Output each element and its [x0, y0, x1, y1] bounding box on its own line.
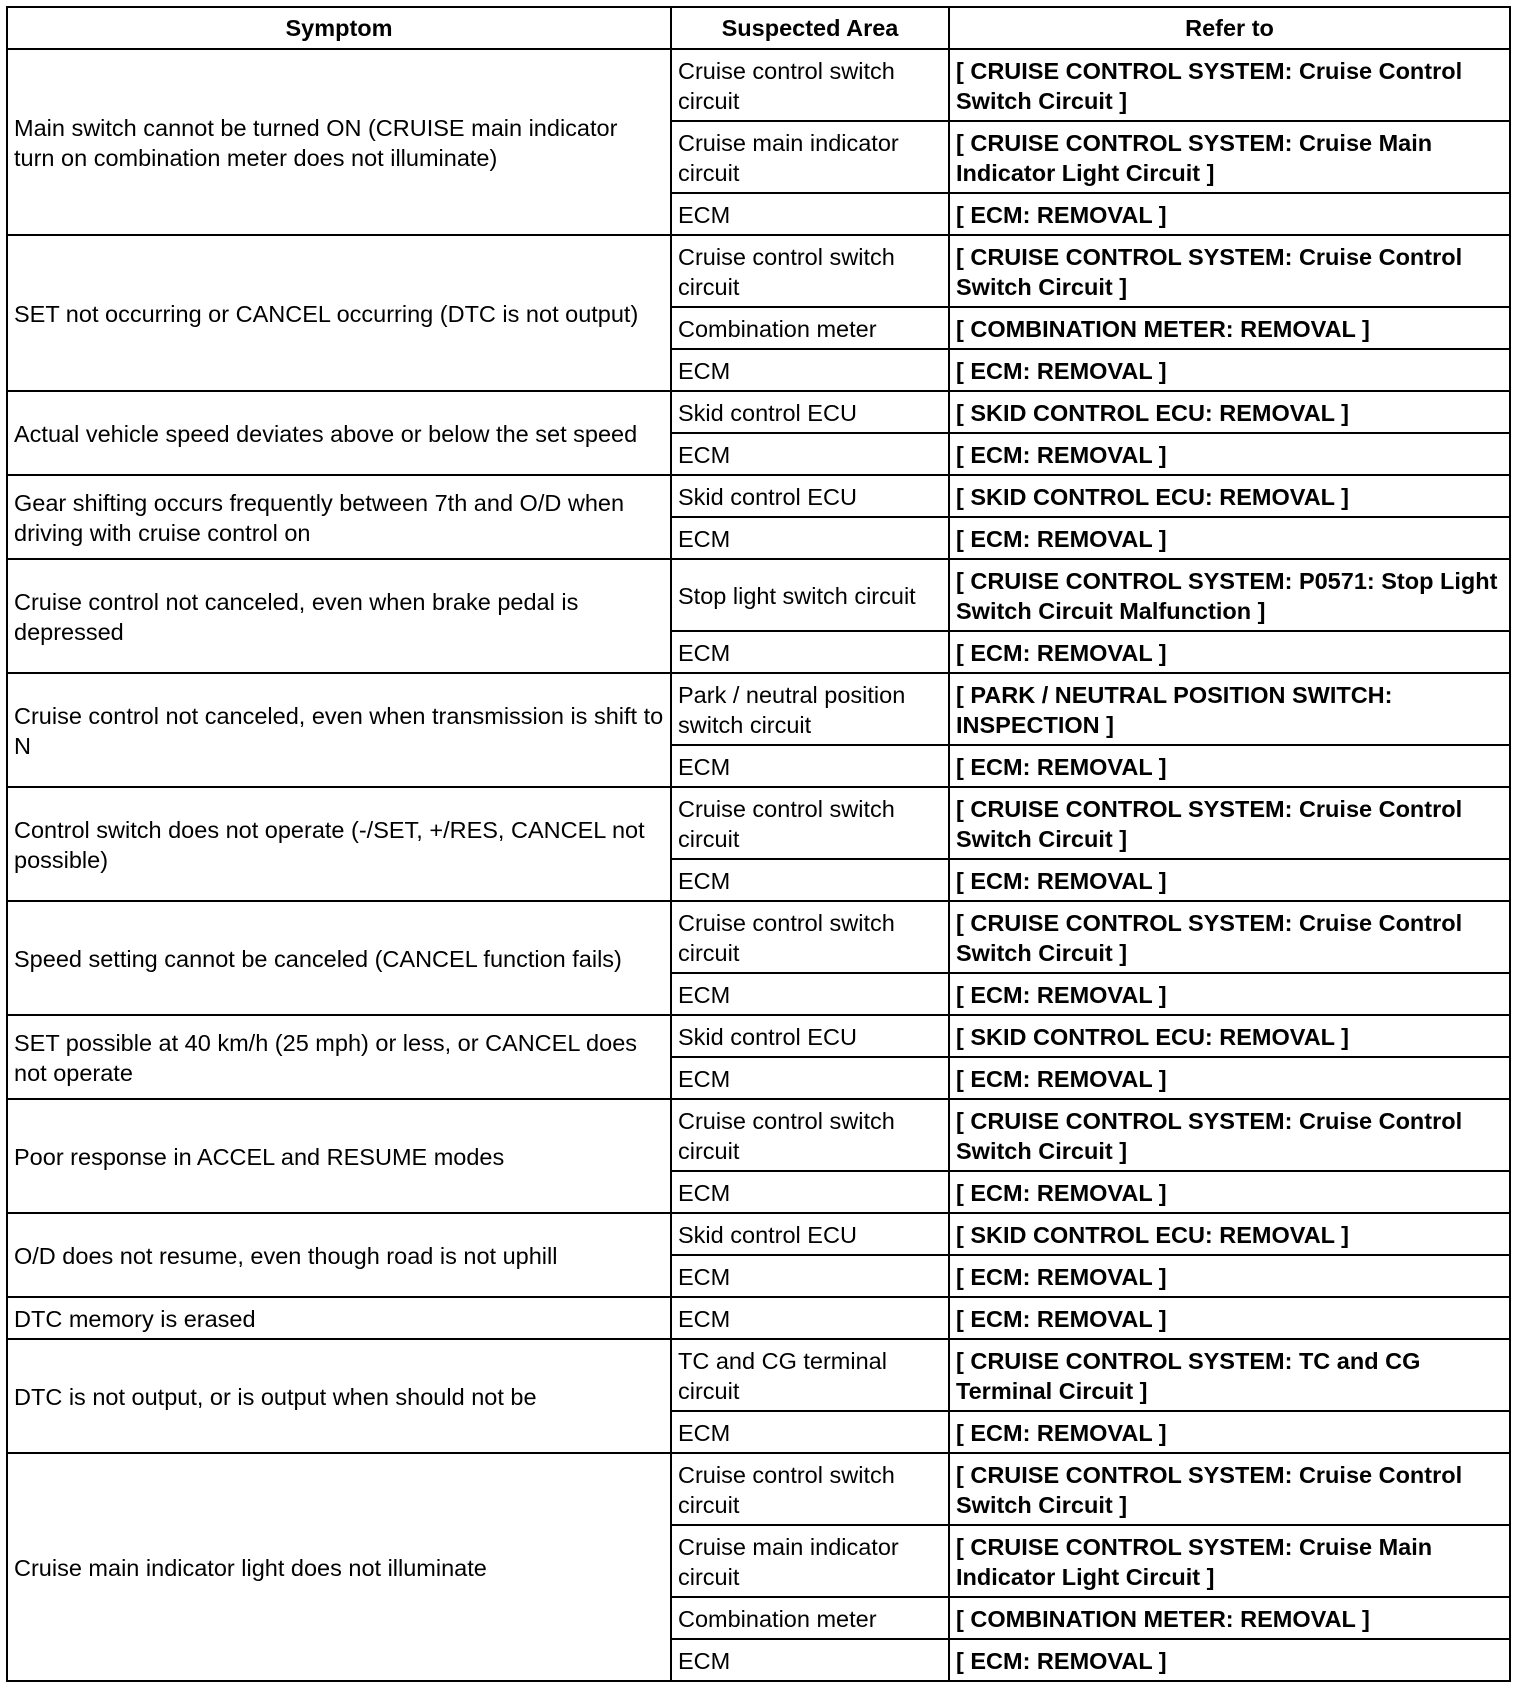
suspected-area-cell: ECM	[671, 517, 949, 559]
suspected-area-cell: Skid control ECU	[671, 1015, 949, 1057]
table-header	[7, 7, 1510, 49]
refer-to-cell: [ SKID CONTROL ECU: REMOVAL ]	[949, 475, 1510, 517]
refer-to-cell: [ ECM: REMOVAL ]	[949, 631, 1510, 673]
suspected-area-cell: Park / neutral position switch circuit	[671, 673, 949, 745]
table-row	[7, 475, 1510, 517]
table-body	[7, 49, 1510, 1681]
symptom-cell: Actual vehicle speed deviates above or below the set speed	[7, 391, 671, 475]
table-row	[7, 235, 1510, 307]
suspected-area-cell: ECM	[671, 433, 949, 475]
suspected-area-cell: Skid control ECU	[671, 391, 949, 433]
refer-to-cell: [ CRUISE CONTROL SYSTEM: Cruise Control Switch Circuit ]	[949, 235, 1510, 307]
symptom-cell: Main switch cannot be turned ON (CRUISE main indicator turn on combination meter does not illuminate)	[7, 49, 671, 235]
refer-to-cell: [ ECM: REMOVAL ]	[949, 193, 1510, 235]
table-row	[7, 559, 1510, 631]
suspected-area-cell: Stop light switch circuit	[671, 559, 949, 631]
suspected-area-cell: Cruise main indicator circuit	[671, 1525, 949, 1597]
refer-to-cell: [ ECM: REMOVAL ]	[949, 1297, 1510, 1339]
suspected-area-cell: ECM	[671, 349, 949, 391]
suspected-area-cell: ECM	[671, 1171, 949, 1213]
suspected-area-cell: Cruise control switch circuit	[671, 901, 949, 973]
header-row	[7, 7, 1510, 49]
refer-to-cell: [ SKID CONTROL ECU: REMOVAL ]	[949, 1015, 1510, 1057]
refer-to-cell: [ COMBINATION METER: REMOVAL ]	[949, 1597, 1510, 1639]
suspected-area-cell: ECM	[671, 859, 949, 901]
refer-to-cell: [ ECM: REMOVAL ]	[949, 1411, 1510, 1453]
refer-to-cell: [ CRUISE CONTROL SYSTEM: Cruise Control Switch Circuit ]	[949, 1099, 1510, 1171]
refer-to-cell: [ CRUISE CONTROL SYSTEM: Cruise Control Switch Circuit ]	[949, 1453, 1510, 1525]
suspected-area-cell: ECM	[671, 745, 949, 787]
symptom-cell: Cruise control not canceled, even when transmission is shift to N	[7, 673, 671, 787]
suspected-area-cell: Cruise main indicator circuit	[671, 121, 949, 193]
suspected-area-cell: ECM	[671, 973, 949, 1015]
table-row	[7, 1213, 1510, 1255]
refer-to-cell: [ ECM: REMOVAL ]	[949, 973, 1510, 1015]
refer-to-cell: [ ECM: REMOVAL ]	[949, 517, 1510, 559]
table-row	[7, 1339, 1510, 1411]
table-row	[7, 901, 1510, 973]
header-symptom: Symptom	[7, 7, 671, 49]
symptom-cell: DTC memory is erased	[7, 1297, 671, 1339]
refer-to-cell: [ COMBINATION METER: REMOVAL ]	[949, 307, 1510, 349]
table-row	[7, 787, 1510, 859]
suspected-area-cell: Cruise control switch circuit	[671, 1099, 949, 1171]
refer-to-cell: [ SKID CONTROL ECU: REMOVAL ]	[949, 391, 1510, 433]
suspected-area-cell: ECM	[671, 1411, 949, 1453]
table-row	[7, 391, 1510, 433]
table-row	[7, 1297, 1510, 1339]
suspected-area-cell: Skid control ECU	[671, 1213, 949, 1255]
table-row	[7, 49, 1510, 121]
refer-to-cell: [ CRUISE CONTROL SYSTEM: P0571: Stop Light Switch Circuit Malfunction ]	[949, 559, 1510, 631]
suspected-area-cell: ECM	[671, 1297, 949, 1339]
refer-to-cell: [ PARK / NEUTRAL POSITION SWITCH: INSPECTION ]	[949, 673, 1510, 745]
refer-to-cell: [ ECM: REMOVAL ]	[949, 349, 1510, 391]
suspected-area-cell: Skid control ECU	[671, 475, 949, 517]
refer-to-cell: [ CRUISE CONTROL SYSTEM: Cruise Main Indicator Light Circuit ]	[949, 121, 1510, 193]
refer-to-cell: [ ECM: REMOVAL ]	[949, 1171, 1510, 1213]
header-refer-to: Refer to	[949, 7, 1510, 49]
refer-to-cell: [ CRUISE CONTROL SYSTEM: Cruise Control Switch Circuit ]	[949, 787, 1510, 859]
refer-to-cell: [ ECM: REMOVAL ]	[949, 745, 1510, 787]
table-row	[7, 673, 1510, 745]
suspected-area-cell: ECM	[671, 1639, 949, 1681]
refer-to-cell: [ CRUISE CONTROL SYSTEM: Cruise Control Switch Circuit ]	[949, 901, 1510, 973]
refer-to-cell: [ SKID CONTROL ECU: REMOVAL ]	[949, 1213, 1510, 1255]
symptom-cell: Cruise control not canceled, even when brake pedal is depressed	[7, 559, 671, 673]
symptom-cell: Poor response in ACCEL and RESUME modes	[7, 1099, 671, 1213]
symptom-cell: SET possible at 40 km/h (25 mph) or less, or CANCEL does not operate	[7, 1015, 671, 1099]
suspected-area-cell: Combination meter	[671, 307, 949, 349]
symptom-cell: DTC is not output, or is output when should not be	[7, 1339, 671, 1453]
table-row	[7, 1015, 1510, 1057]
suspected-area-cell: ECM	[671, 1057, 949, 1099]
refer-to-cell: [ ECM: REMOVAL ]	[949, 1639, 1510, 1681]
suspected-area-cell: ECM	[671, 193, 949, 235]
suspected-area-cell: Combination meter	[671, 1597, 949, 1639]
refer-to-cell: [ ECM: REMOVAL ]	[949, 859, 1510, 901]
suspected-area-cell: Cruise control switch circuit	[671, 49, 949, 121]
table-row	[7, 1453, 1510, 1525]
suspected-area-cell: TC and CG terminal circuit	[671, 1339, 949, 1411]
suspected-area-cell: Cruise control switch circuit	[671, 787, 949, 859]
refer-to-cell: [ CRUISE CONTROL SYSTEM: Cruise Main Indicator Light Circuit ]	[949, 1525, 1510, 1597]
symptom-cell: Control switch does not operate (-/SET, +/RES, CANCEL not possible)	[7, 787, 671, 901]
symptom-cell: Cruise main indicator light does not illuminate	[7, 1453, 671, 1681]
refer-to-cell: [ ECM: REMOVAL ]	[949, 433, 1510, 475]
suspected-area-cell: ECM	[671, 631, 949, 673]
refer-to-cell: [ CRUISE CONTROL SYSTEM: TC and CG Terminal Circuit ]	[949, 1339, 1510, 1411]
symptom-cell: Gear shifting occurs frequently between 7th and O/D when driving with cruise control on	[7, 475, 671, 559]
suspected-area-cell: ECM	[671, 1255, 949, 1297]
header-suspected-area: Suspected Area	[671, 7, 949, 49]
symptom-cell: SET not occurring or CANCEL occurring (DTC is not output)	[7, 235, 671, 391]
symptom-cell: O/D does not resume, even though road is not uphill	[7, 1213, 671, 1297]
table-row	[7, 1099, 1510, 1171]
refer-to-cell: [ ECM: REMOVAL ]	[949, 1255, 1510, 1297]
suspected-area-cell: Cruise control switch circuit	[671, 1453, 949, 1525]
suspected-area-cell: Cruise control switch circuit	[671, 235, 949, 307]
refer-to-cell: [ CRUISE CONTROL SYSTEM: Cruise Control Switch Circuit ]	[949, 49, 1510, 121]
refer-to-cell: [ ECM: REMOVAL ]	[949, 1057, 1510, 1099]
symptom-cell: Speed setting cannot be canceled (CANCEL function fails)	[7, 901, 671, 1015]
diagnosis-table	[6, 6, 1511, 1682]
